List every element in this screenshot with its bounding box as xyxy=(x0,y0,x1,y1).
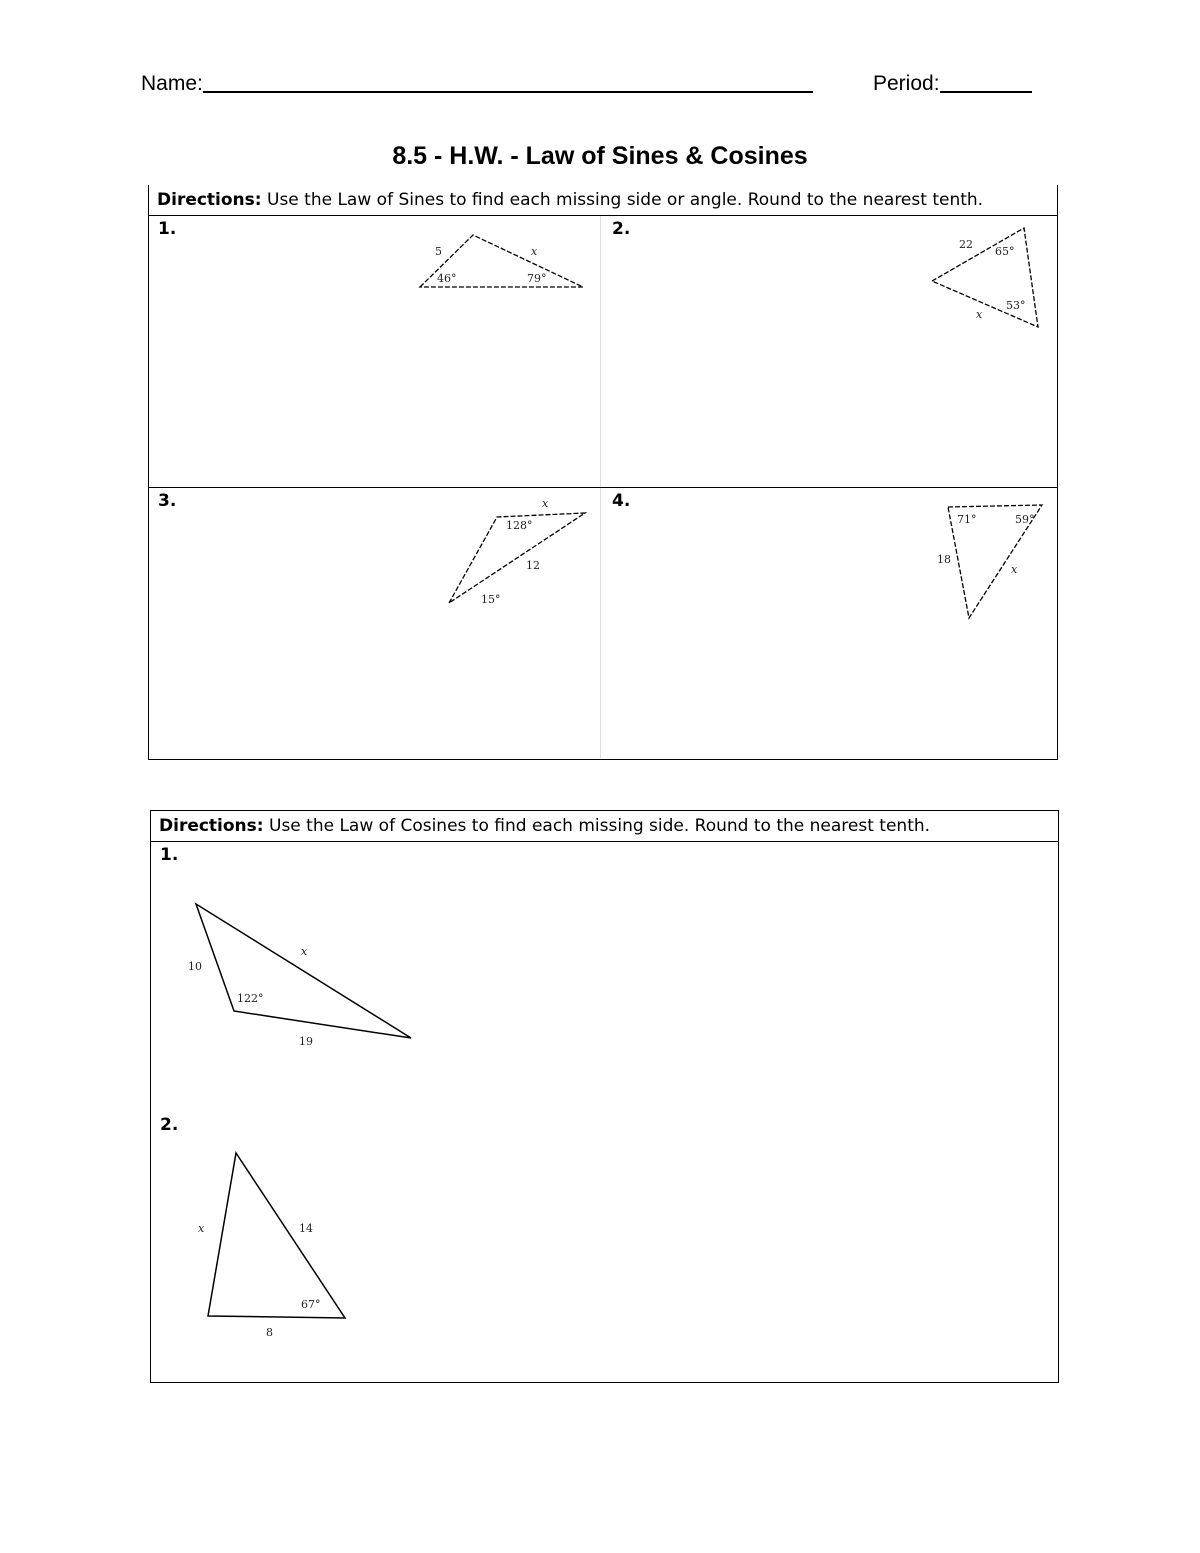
name-label: Name: xyxy=(141,72,203,95)
triangle-label: 53° xyxy=(1006,299,1026,312)
page-title: 8.5 - H.W. - Law of Sines & Cosines xyxy=(392,142,808,170)
triangle-label: x xyxy=(1011,563,1018,576)
triangle-label: 14 xyxy=(299,1222,313,1235)
triangle-label: 8 xyxy=(266,1326,273,1339)
law-of-cosines-section xyxy=(150,810,1059,1383)
triangle-label: 79° xyxy=(527,272,547,285)
triangle-2 xyxy=(208,1153,345,1318)
sines-triangles xyxy=(149,185,1057,759)
problem-number: 2. xyxy=(612,219,631,239)
triangle-label: 71° xyxy=(957,513,977,526)
period-label: Period: xyxy=(873,72,940,95)
triangle-2 xyxy=(932,228,1038,327)
triangle-label: 19 xyxy=(299,1035,313,1048)
triangle-label: x xyxy=(198,1222,205,1235)
cosines-triangles xyxy=(151,811,1058,1382)
sines-directions: Directions: Use the Law of Sines to find each missing side or angle. Round to the nearest tenth. xyxy=(149,185,1057,216)
name-field[interactable] xyxy=(141,72,813,96)
triangle-label: 122° xyxy=(237,992,264,1005)
triangle-1 xyxy=(196,904,411,1038)
problem-number: 2. xyxy=(160,1115,179,1135)
problem-number: 1. xyxy=(160,845,179,865)
triangle-label: 10 xyxy=(188,960,202,973)
triangle-label: 5 xyxy=(435,245,442,258)
triangle-label: 46° xyxy=(437,272,457,285)
triangle-label: x xyxy=(301,945,308,958)
triangle-label: 59° xyxy=(1015,513,1035,526)
triangle-label: 22 xyxy=(959,238,973,251)
triangle-label: x xyxy=(531,245,538,258)
triangle-label: 18 xyxy=(937,553,951,566)
problem-number: 3. xyxy=(158,491,177,511)
law-of-sines-section xyxy=(148,185,1058,760)
period-field[interactable] xyxy=(873,72,1032,96)
triangle-label: x xyxy=(976,308,983,321)
triangle-label: 15° xyxy=(481,593,501,606)
triangle-label: 65° xyxy=(995,245,1015,258)
cosines-directions: Directions: Use the Law of Cosines to find each missing side. Round to the nearest tenth. xyxy=(151,811,1058,842)
triangle-label: 67° xyxy=(301,1298,321,1311)
problem-number: 1. xyxy=(158,219,177,239)
triangle-label: x xyxy=(542,497,549,510)
triangle-label: 12 xyxy=(526,559,540,572)
problem-number: 4. xyxy=(612,491,631,511)
triangle-label: 128° xyxy=(506,519,533,532)
